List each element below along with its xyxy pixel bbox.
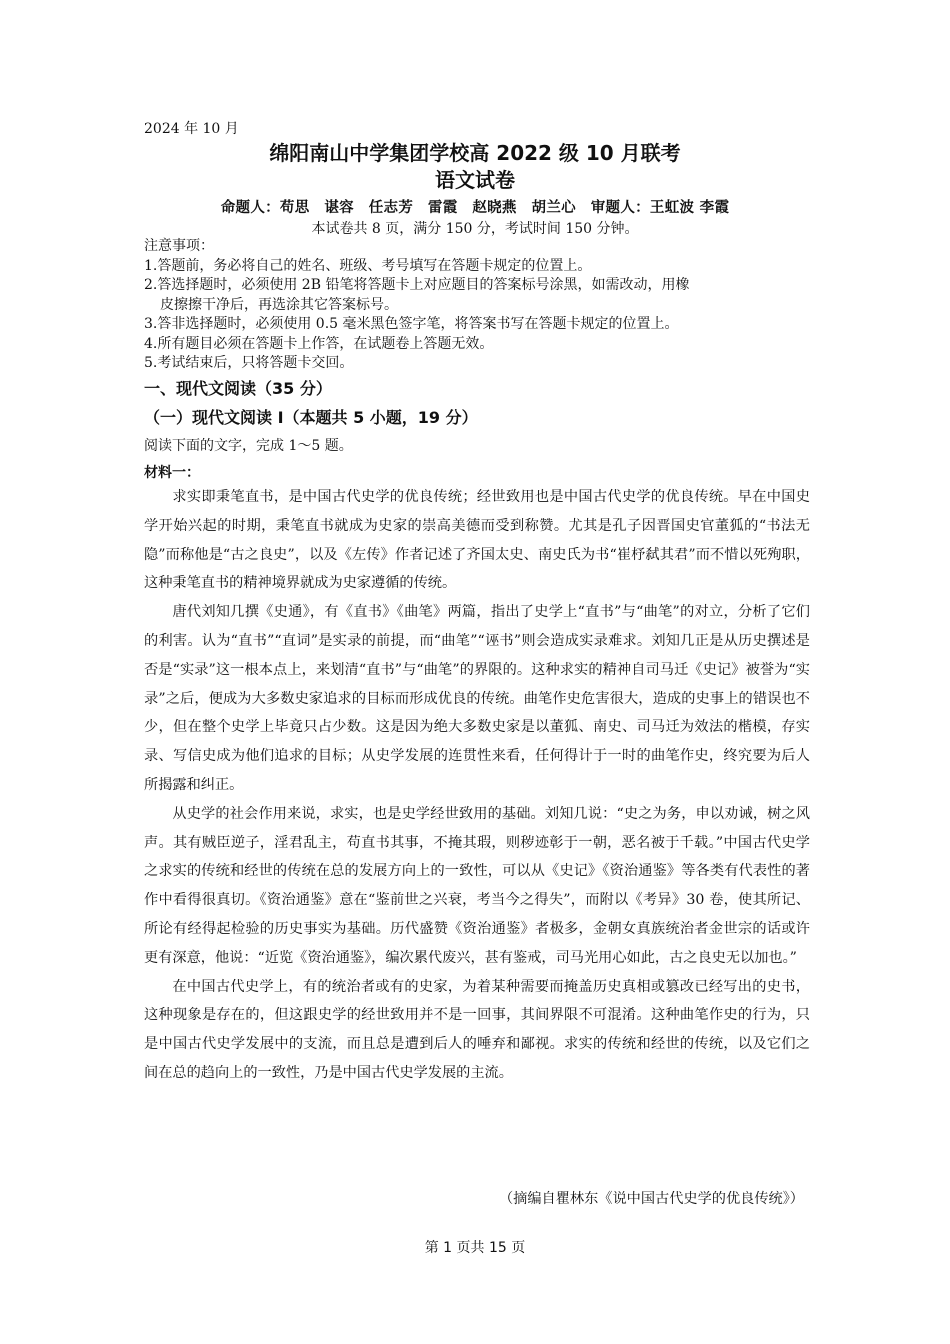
section-heading: 一、现代文阅读（35 分） xyxy=(144,379,332,398)
exam-info: 本试卷共 8 页，满分 150 分，考试时间 150 分钟。 xyxy=(311,221,639,237)
note-item-4: 4.所有题目必须在答题卡上作答，在试题卷上答题无效。 xyxy=(144,335,494,352)
authors-line: 命题人：苟思 谌容 任志芳 雷霞 赵晓燕 胡兰心 审题人：王虹波 李霞 xyxy=(220,200,730,216)
exam-title: 绵阳南山中学集团学校高 2022 级 10 月联考 xyxy=(269,141,681,165)
notes-block xyxy=(144,237,824,374)
page-footer: 第 1 页共 15 页 xyxy=(424,1240,526,1256)
paragraph: 唐代刘知几撰《史通》，有《直书》《曲笔》两篇，指出了史学上“直书”与“曲笔”的对立，分析了它们的利害。认为“直书”“直词”是实录的前提，而“曲笔”“诬书”则会造成实录难求。刘知几正是从历史撰述是否是“实录”这一根本点上，来划清“直书”与“曲笔”的界限的。这种求实的精神自司马迁《史记》被誉为“实录”之后，便成为大多数史家追求的目标而形成优良的传统。曲笔作史危害很大，造成的史事上的错误也不少，但在整个史学上毕竟只占少数。这是因为绝大多数史家是以董狐、南史、司马迁为效法的楷模，存实录、写信史成为他们追求的目标；从史学发展的连贯性来看，任何得计于一时的曲笔作史，终究要为后人所揭露和纠正。 xyxy=(144,604,810,793)
paragraph: 从史学的社会作用来说，求实，也是史学经世致用的基础。刘知几说：“史之为务，申以劝诫，树之风声。其有贼臣逆子，淫君乱主，苟直书其事，不掩其瑕，则秽迹彰于一朝，恶名被于千载。”中国古代史学之求实的传统和经世的传统在总的发展方向上的一致性，可以从《史记》《资治通鉴》等各类有代表性的著作中看得很真切。《资治通鉴》意在“鉴前世之兴衰，考当今之得失”，而附以《考异》30 卷，使其所记、所论有经得起检验的历史事实为基础。历代盛赞《资治通鉴》者极多，金朝女真族统治者金世宗的话或许更有深意，他说：“近览《资治通鉴》，编次累代废兴，甚有鉴戒，司马光用心如此，古之良史无以加也。” xyxy=(144,805,810,966)
note-item-2-continued: 皮擦擦干净后，再选涂其它答案标号。 xyxy=(160,296,398,313)
note-item-1: 1.答题前，务必将自己的姓名、班级、考号填写在答题卡规定的位置上。 xyxy=(144,257,592,274)
material-label: 材料一： xyxy=(144,465,200,481)
note-item-3: 3.答非选择题时，必须使用 0.5 毫米黑色签字笔，将答案书写在答题卡规定的位置上。 xyxy=(144,316,679,332)
notes-heading: 注意事项： xyxy=(144,238,214,254)
article-body xyxy=(144,483,810,1088)
subsection-heading: （一）现代文阅读 I（本题共 5 小题，19 分） xyxy=(144,408,478,427)
paragraph: 求实即秉笔直书，是中国古代史学的优良传统；经世致用也是中国古代史学的优良传统。早在中国史学开始兴起的时期，秉笔直书就成为史家的崇高美德而受到称赞。尤其是孔子因晋国史官董狐的“书法无隐”而称他是“古之良史”，以及《左传》作者记述了齐国太史、南史氏为书“崔杼弑其君”而不惜以死殉职，这种秉笔直书的精神境界就成为史家遵循的传统。 xyxy=(144,489,810,592)
note-item-2: 2.答选择题时，必须使用 2B 铅笔将答题卡上对应题目的答案标号涂黑，如需改动，用橡 xyxy=(144,277,690,293)
exam-date: 2024 年 10 月 xyxy=(144,121,239,137)
note-item-5: 5.考试结束后，只将答题卡交回。 xyxy=(144,355,354,371)
reading-instruction: 阅读下面的文字，完成 1～5 题。 xyxy=(144,438,353,454)
exam-subtitle: 语文试卷 xyxy=(435,168,515,192)
source-citation: （摘编自瞿林东《说中国古代史学的优良传统》） xyxy=(498,1191,804,1207)
paragraph: 在中国古代史学上，有的统治者或有的史家，为着某种需要而掩盖历史真相或篡改已经写出的史书，这种现象是存在的，但这跟史学的经世致用并不是一回事，其间界限不可混淆。这种曲笔作史的行为，只是中国古代史学发展中的支流，而且总是遭到后人的唾弃和鄙视。求实的传统和经世的传统，以及它们之间在总的趋向上的一致性，乃是中国古代史学发展的主流。 xyxy=(144,978,810,1081)
